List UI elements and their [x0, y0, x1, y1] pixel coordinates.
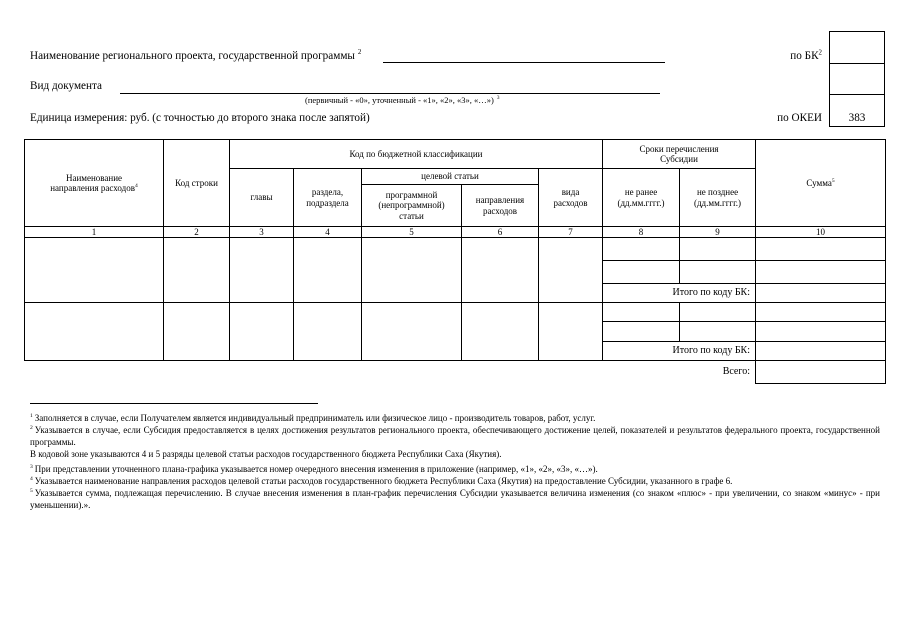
okei-code: 383 [848, 112, 866, 124]
column-number: 10 [756, 227, 886, 238]
group-1-subtotal-sum-cell [756, 284, 886, 303]
header-section-line-1: раздела, [311, 187, 344, 197]
group-1-section-cell [294, 238, 362, 303]
footnote-1 [30, 412, 880, 424]
footnote-1-text: Заполняется в случае, если Получателем является индивидуальный предприниматель или физическое лицо - производитель товаров, работ, услуг. [34, 413, 596, 423]
total-label: Всего: [25, 361, 756, 384]
group-2-row-1-sum-cell [756, 303, 886, 322]
header-program-article [362, 185, 462, 227]
header-expense-direction [462, 185, 539, 227]
header-program-article-line-3: статьи [399, 210, 424, 221]
header-expense-direction-name-line-1: Наименование [65, 172, 123, 183]
table-header-row [25, 140, 886, 169]
subsidy-transfer-schedule-table [24, 139, 886, 384]
header-section-line-2: подраздела [306, 197, 349, 208]
header-program-article-line-2: (непрограммной) [378, 200, 445, 211]
project-label-footnote-mark: 2 [357, 48, 362, 57]
group-1-row-2-sum-cell [756, 261, 886, 284]
header-expense-direction-name-line-2: направления расходов [50, 183, 135, 193]
header-not-after-line-2: (дд.мм.гггг.) [693, 197, 742, 208]
header-sum-footnote-mark: 5 [831, 177, 835, 184]
okei-code-box [829, 94, 885, 127]
group-2-row-2-not-after-cell [680, 322, 756, 342]
group-2-chapter-cell [230, 303, 294, 361]
group-1-row-2-not-after-cell [680, 261, 756, 284]
footnote-5-mark: 5 [30, 488, 33, 494]
table-row [25, 238, 886, 261]
header-transfer-terms-line-2: Субсидии [660, 154, 698, 164]
header-expense-type [539, 169, 603, 227]
header-budget-classification-code: Код по бюджетной классификации [230, 140, 603, 169]
header-not-after-line-1: не позднее [696, 187, 739, 197]
group-1-program-article-cell [362, 238, 462, 303]
group-1-row-1-sum-cell [756, 238, 886, 261]
header-transfer-terms-line-1: Сроки перечисления [639, 143, 719, 154]
group-1-row-code-cell [164, 238, 230, 303]
header-chapter: главы [230, 169, 294, 227]
group-1-subtotal-label: Итого по коду БК: [603, 284, 756, 303]
column-number: 8 [603, 227, 680, 238]
footnote-5-text: Указывается сумма, подлежащая перечислению. В случае внесения изменения в план-график перечисления Субсидии указывается величина изменения (со знаком «плюс» - при увеличении, со знаком «минус» - при уменьшении).». [30, 488, 880, 510]
footnote-2-mark: 2 [30, 425, 33, 431]
group-2-row-1-not-after-cell [680, 303, 756, 322]
table-row [25, 303, 886, 322]
column-number: 2 [164, 227, 230, 238]
header-expense-direction-line-1: направления [475, 195, 525, 205]
bk-label: по БК [790, 50, 819, 62]
okei-label: по ОКЕИ [777, 112, 822, 124]
group-2-row-code-cell [164, 303, 230, 361]
column-number: 4 [294, 227, 362, 238]
header-program-article-line-1: программной [385, 189, 438, 200]
footnotes [30, 412, 880, 511]
header-expense-direction-name-line-2-wrap [26, 183, 162, 194]
group-1-expense-type-cell [539, 238, 603, 303]
doc-type-field-line [120, 93, 660, 94]
bk-label-row [790, 50, 822, 63]
doc-type-hint-row [305, 95, 500, 105]
group-1-row-1-not-after-cell [680, 238, 756, 261]
header-expense-direction-line-2: расходов [482, 205, 518, 216]
group-1-row-2-not-before-cell [603, 261, 680, 284]
footnote-2-text: Указывается в случае, если Субсидия предоставляется в целях достижения результатов регионального проекта, обеспечивающего достижение целей, показателей и результатов федерального проекта, государственной программы. [30, 425, 880, 447]
header-target-article: целевой статьи [362, 169, 539, 185]
header-not-before [603, 169, 680, 227]
footnote-2 [30, 424, 880, 448]
header-transfer-terms [603, 140, 756, 169]
footnote-2-note [30, 448, 880, 460]
group-2-direction-code-cell [462, 303, 539, 361]
column-number: 6 [462, 227, 539, 238]
group-2-row-1-not-before-cell [603, 303, 680, 322]
header-not-after [680, 169, 756, 227]
bk-label-footnote-mark: 2 [818, 48, 822, 57]
column-number: 3 [230, 227, 294, 238]
group-1-direction-code-cell [462, 238, 539, 303]
footnote-4-text: Указывается наименование направления расходов целевой статьи расходов государственного бюджета Республики Саха (Якутия) на предоставление Субсидии, указанного в графе 6. [34, 476, 733, 486]
footnote-4-mark: 4 [30, 476, 33, 482]
group-2-subtotal-label: Итого по коду БК: [603, 342, 756, 361]
group-2-subtotal-sum-cell [756, 342, 886, 361]
column-number: 1 [25, 227, 164, 238]
project-label: Наименование регионального проекта, государственной программы [30, 50, 355, 62]
doc-type-label: Вид документа [30, 80, 102, 92]
column-number: 9 [680, 227, 756, 238]
header-sum-label: Сумма [806, 177, 832, 188]
doc-type-hint: (первичный - «0», уточненный - «1», «2», «3», «…») [305, 95, 494, 105]
group-2-program-article-cell [362, 303, 462, 361]
header-row-code: Код строки [164, 140, 230, 227]
group-2-expense-direction-cell [25, 303, 164, 361]
header-not-before-line-2: (дд.мм.гггг.) [617, 197, 665, 208]
footnote-separator [30, 403, 318, 404]
footnote-3 [30, 463, 880, 475]
footnote-2-note-text: В кодовой зоне указываются 4 и 5 разряды целевой статьи расходов государственного бюджета Республики Саха (Якутия). [30, 449, 502, 459]
total-row [25, 361, 886, 384]
group-1-row-1-not-before-cell [603, 238, 680, 261]
total-sum-cell [756, 361, 886, 384]
bk-code-box [829, 31, 885, 64]
project-label-row [30, 50, 361, 63]
footnote-3-text: При представлении уточненного плана-графика указывается номер очередного внесения изменения в приложение (например, «1», «2», «3», «…»). [34, 464, 598, 474]
column-number: 7 [539, 227, 603, 238]
unit-label: Единица измерения: руб. (с точностью до второго знака после запятой) [30, 112, 370, 124]
header-expense-direction-name-footnote-mark: 4 [134, 183, 138, 189]
group-2-row-2-sum-cell [756, 322, 886, 342]
group-2-row-2-not-before-cell [603, 322, 680, 342]
column-number: 5 [362, 227, 462, 238]
doc-type-hint-footnote-mark: 3 [496, 95, 500, 102]
project-name-field-line [383, 62, 665, 63]
header-not-before-line-1: не ранее [624, 187, 658, 197]
footnote-3-mark: 3 [30, 464, 33, 470]
footnote-5 [30, 487, 880, 511]
header-sum [756, 140, 886, 227]
header-expense-direction-name [25, 140, 164, 227]
group-1-expense-direction-cell [25, 238, 164, 303]
group-2-section-cell [294, 303, 362, 361]
group-2-expense-type-cell [539, 303, 603, 361]
footnote-4 [30, 475, 880, 487]
header-section [294, 169, 362, 227]
doc-type-code-box [829, 63, 885, 95]
header-expense-type-line-1: вида [561, 187, 580, 197]
header-expense-type-line-2: расходов [553, 197, 588, 208]
footnote-1-mark: 1 [30, 413, 33, 419]
group-1-chapter-cell [230, 238, 294, 303]
column-numbers-row [25, 227, 886, 238]
